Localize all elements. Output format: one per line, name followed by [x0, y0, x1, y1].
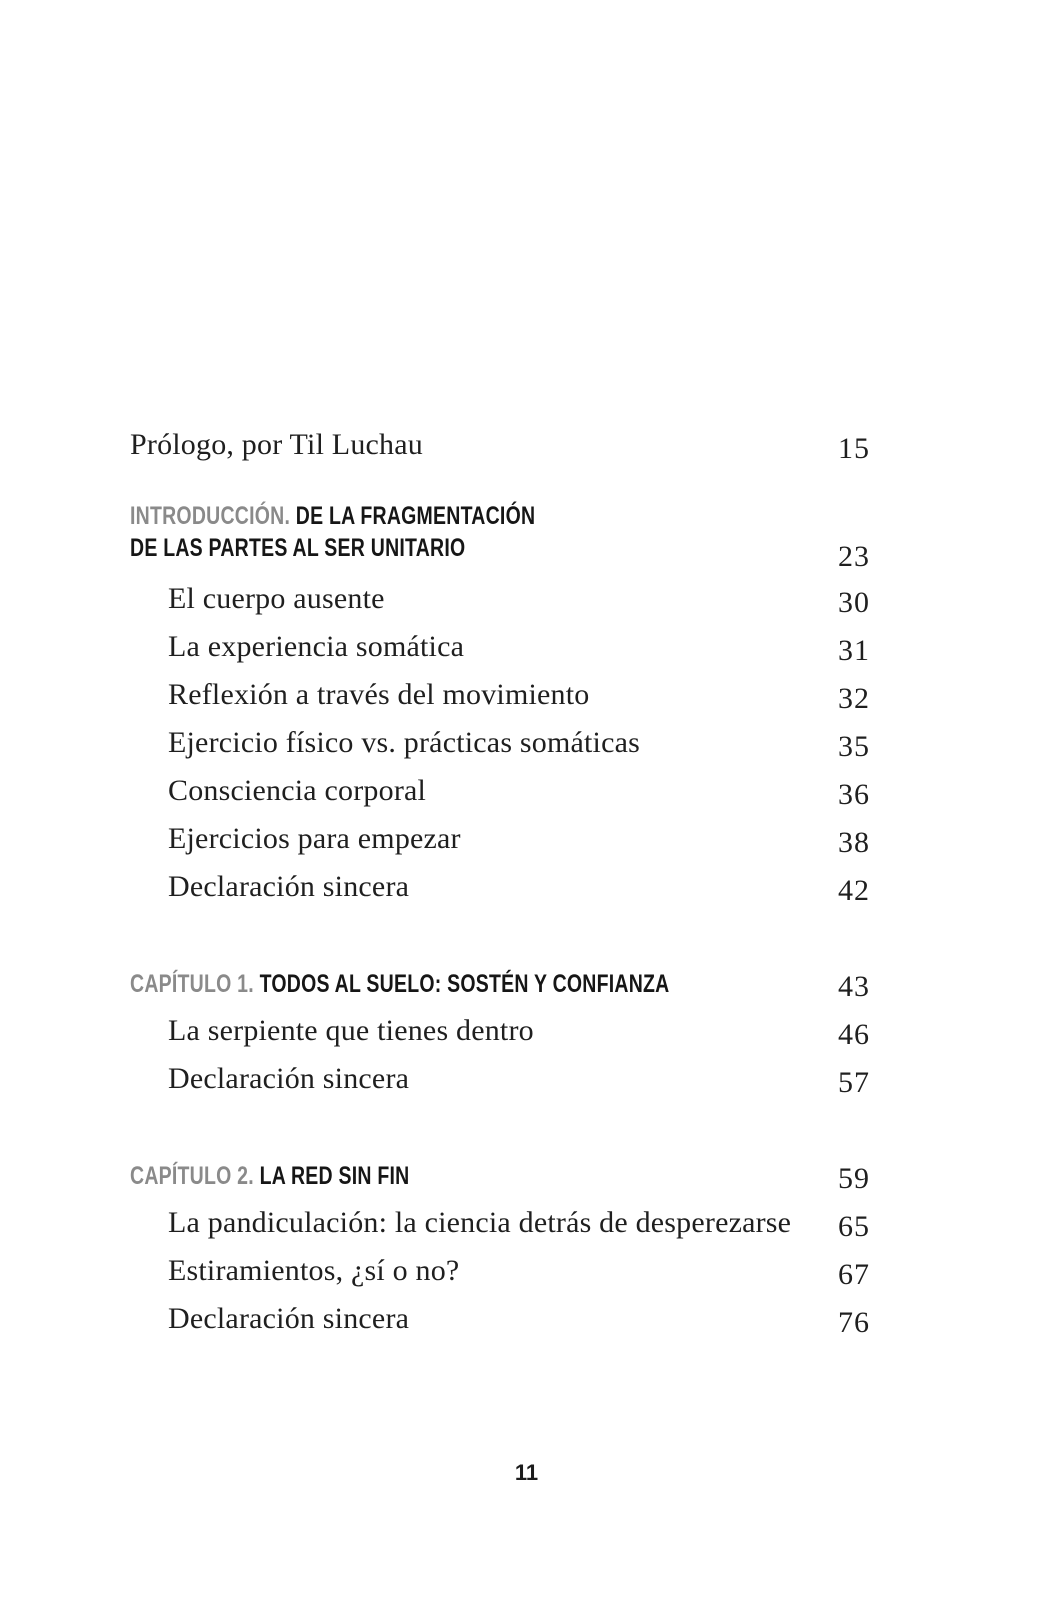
toc-entry-page: 76 — [838, 1306, 870, 1339]
toc-entry — [130, 1202, 890, 1246]
toc-entry-page: 35 — [838, 730, 870, 763]
toc-heading-line — [130, 970, 670, 999]
page-number: 11 — [514, 1460, 539, 1485]
toc-heading-label: INTRODUCCIÓN. — [130, 502, 291, 530]
toc-entry-title: Ejercicio físico vs. prácticas somáticas — [168, 726, 640, 759]
toc-heading-title: DE LA FRAGMENTACIÓN — [295, 502, 536, 530]
toc-entry-title: Declaración sincera — [168, 1062, 410, 1095]
toc-entry — [130, 1250, 890, 1294]
toc-entry-page: 32 — [838, 682, 870, 715]
toc-entry-page: 67 — [838, 1258, 870, 1291]
toc-entry-page: 57 — [838, 1066, 870, 1099]
toc-heading-title: LA RED SIN FIN — [259, 1162, 410, 1190]
toc-heading-introduction — [130, 496, 890, 574]
toc-entry-title: Ejercicios para empezar — [168, 822, 461, 855]
toc-entry-title: Declaración sincera — [168, 1302, 410, 1335]
toc-heading-label: CAPÍTULO 1. — [130, 970, 254, 998]
toc-entry-title: Consciencia corporal — [168, 774, 427, 807]
toc-entry-title: Reflexión a través del movimiento — [168, 678, 590, 711]
toc-entry-title: Declaración sincera — [168, 870, 410, 903]
toc-heading-line-1 — [130, 502, 535, 531]
toc-entry-page: 65 — [838, 1210, 870, 1243]
toc-entry-page: 31 — [838, 634, 870, 667]
toc-heading-page: 43 — [838, 970, 870, 1003]
toc-entry — [130, 674, 890, 718]
toc-entry-page: 38 — [838, 826, 870, 859]
toc-entry-title: La experiencia somática — [168, 630, 465, 663]
toc-entry — [130, 1298, 890, 1342]
toc-entry — [130, 770, 890, 814]
toc-entry-title: El cuerpo ausente — [168, 582, 385, 615]
toc-entry-page: 30 — [838, 586, 870, 619]
toc-heading-label: CAPÍTULO 2. — [130, 1162, 254, 1190]
toc-entry-prologue — [130, 424, 890, 468]
toc-entry — [130, 818, 890, 862]
toc-heading-line-2 — [130, 534, 465, 563]
toc-entry-title: La pandiculación: la ciencia detrás de desperezarse — [168, 1206, 792, 1239]
toc-entry-title: La serpiente que tienes dentro — [168, 1014, 534, 1047]
toc-entry — [130, 578, 890, 622]
toc-heading-chapter-2 — [130, 1154, 890, 1198]
toc-entry-page: 46 — [838, 1018, 870, 1051]
toc-entry — [130, 866, 890, 910]
toc-entry-page: 15 — [838, 432, 870, 465]
table-of-contents — [130, 0, 890, 1600]
toc-entry — [130, 1058, 890, 1102]
toc-heading-chapter-1 — [130, 962, 890, 1006]
toc-entry — [130, 722, 890, 766]
toc-heading-title: TODOS AL SUELO: SOSTÉN Y CONFIANZA — [259, 970, 670, 998]
toc-entry — [130, 626, 890, 670]
toc-heading-page: 23 — [838, 540, 870, 573]
toc-entry — [130, 1010, 890, 1054]
toc-heading-line — [130, 1162, 409, 1191]
toc-entry-page: 42 — [838, 874, 870, 907]
toc-entry-title: Prólogo, por Til Luchau — [130, 428, 423, 461]
toc-entry-page: 36 — [838, 778, 870, 811]
toc-heading-page: 59 — [838, 1162, 870, 1195]
toc-heading-title-continued: DE LAS PARTES AL SER UNITARIO — [130, 534, 466, 562]
toc-entry-title: Estiramientos, ¿sí o no? — [168, 1254, 460, 1287]
